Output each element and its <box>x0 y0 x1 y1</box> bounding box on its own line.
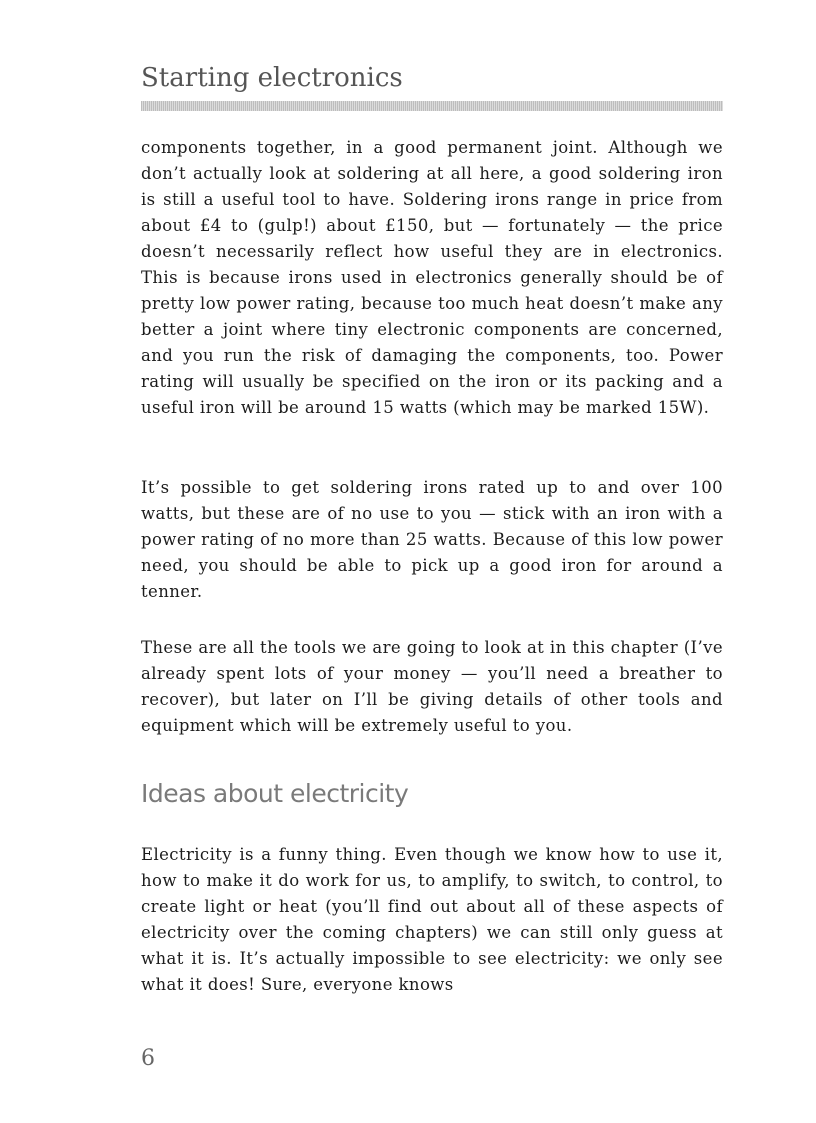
body-paragraph-tools-summary: These are all the tools we are going to look at in this chapter (I’ve already spent lots of your money — you’ll need a breather to recover), but later on I’ll be giving details of other tools and equipment which will be extremely useful to you. <box>141 638 723 735</box>
page-number: 6 <box>141 1046 155 1071</box>
body-paragraph-electricity: Electricity is a funny thing. Even though we know how to use it, how to make it do work for us, to amplify, to switch, to control, to create light or heat (you’ll find out about all of these aspects of electricity over the coming chapters) we can still only guess at what it is. It’s actually impossible to see electricity: we only see what it does! Sure, everyone knows <box>141 845 723 994</box>
body-paragraph-power-rating: It’s possible to get soldering irons rated up to and over 100 watts, but these are of no use to you — stick with an iron with a power rating of no more than 25 watts. Because of this low power need, you should be able to pick up a good iron for around a tenner. <box>141 478 723 601</box>
body-paragraph-soldering-iron: components together, in a good permanent joint. Although we don’t actually look at soldering at all here, a good soldering iron is still a useful tool to have. Soldering irons range in price from about £4 to (gulp!) about £150, but — fortunately — the price doesn’t necessarily reflect how useful they are in electronics. This is because irons used in electronics generally should be of pretty low power rating, because too much heat doesn’t make any better a joint where tiny electronic components are concerned, and you run the risk of damaging the components, too. Power rating will usually be specified on the iron or its packing and a useful iron will be around 15 watts (which may be marked 15W). <box>141 138 723 417</box>
section-heading: Ideas about electricity <box>141 779 409 808</box>
running-head: Starting electronics <box>141 63 403 93</box>
header-rule <box>141 101 723 111</box>
